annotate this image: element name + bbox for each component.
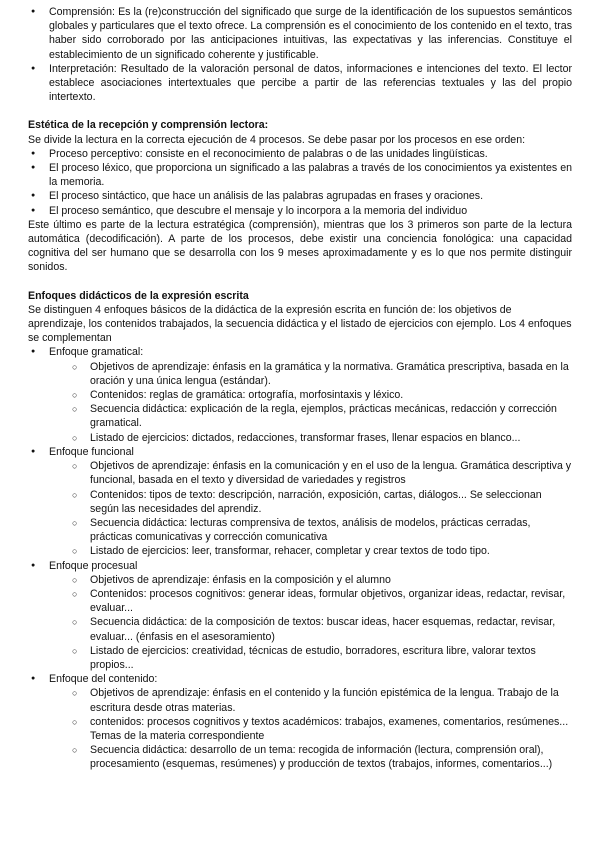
approach-title: Enfoque procesual [49,559,138,572]
list-item: ○ Objetivos de aprendizaje: énfasis en la comunicación y en el uso de la lengua. Gramática descriptiva y funcional, basada en el texto y diversidad de variedades y registros [49,459,572,487]
approach-content [28,672,572,771]
approach-functional [28,445,572,559]
section-heading-approaches: Enfoques didácticos de la expresión escrita [28,289,249,302]
list-item: ● Comprensión: Es la (re)construcción del significado que surge de la identificación de los supuestos semánticos globales y particulares que el texto ofrece. La comprensión es el conocimiento de los contenido en el texto, tras haber sido corroborado por las anticipaciones intuitivas, las expectativas y las inferencias. Constituye el establecimiento de un significado coherente y justificable. [28,5,572,62]
approach-procedural [28,559,572,673]
list-item: ○ Objetivos de aprendizaje: énfasis en el contenido y la función epistémica de la lengua. Trabajo de la escritura desde otras materias. [49,686,572,714]
list-item: ○ Listado de ejercicios: creatividad, técnicas de estudio, borradores, escritura libre, valorar textos propios... [49,644,572,672]
list-item: ● El proceso sintáctico, que hace un análisis de las palabras agrupadas en frases y oraciones. [28,189,572,203]
list-item: ○ Secuencia didáctica: de la composición de textos: buscar ideas, hacer esquemas, redactar, revisar, evaluar... (énfasis en el asesoramiento) [49,615,572,643]
list-item: ○ Contenidos: procesos cognitivos: generar ideas, formular objetivos, organizar ideas, redactar, revisar, evaluar... [49,587,572,615]
list-item: ○ Secuencia didáctica: lecturas comprensiva de textos, análisis de modelos, prácticas cerradas, prácticas comunicativas y corrección comunicativa [49,516,572,544]
list-item: ○ Listado de ejercicios: leer, transformar, rehacer, completar y crear textos de todo tipo. [49,544,572,558]
section-intro: Se distinguen 4 enfoques básicos de la didáctica de la expresión escrita en función de: los objetivos de aprendizaje, los contenidos trabajados, la secuencia didáctica y el listado de ejercicios con ejemplo. Los 4 enfoques se complementan [28,303,572,345]
definitions-list [28,5,572,104]
approaches-list [28,345,572,771]
list-item: ● Interpretación: Resultado de la valoración personal de datos, informaciones e intenciones del texto. El lector establece asociaciones intertextuales que percibe a partir de las referencias textuales y las del propio intertexto. [28,62,572,105]
list-item: ● El proceso semántico, que descubre el mensaje y lo incorpora a la memoria del individuo [28,204,572,218]
approach-title: Enfoque funcional [49,445,134,458]
approach-details [49,459,572,558]
list-item: ● Proceso perceptivo: consiste en el reconocimiento de palabras o de las unidades lingüísticas. [28,147,572,161]
list-item: ○ contenidos: procesos cognitivos y textos académicos: trabajos, examenes, comentarios, resúmenes... Temas de la materia correspondiente [49,715,572,743]
section-heading-reception: Estética de la recepción y comprensión lectora: [28,119,269,132]
list-item: ○ Objetivos de aprendizaje: énfasis en la gramática y la normativa. Gramática prescriptiva, basada en la oración y una única lengua (estándar). [49,360,572,388]
approach-details [49,573,572,672]
section-closing-paragraph: Este último es parte de la lectura estratégica (comprensión), mientras que los 3 primeros son parte de la lectura automática (decodificación). A parte de los procesos, debe existir una conciencia fonológica: una capacidad cognitiva del ser humano que se desarrolla con los 9 meses aproximadamente y es lo que nos permite distinguir sonidos. [28,218,572,274]
list-item: ○ Contenidos: reglas de gramática: ortografía, morfosintaxis y léxico. [49,388,572,402]
list-item: ○ Listado de ejercicios: dictados, redacciones, transformar frases, llenar espacios en blanco... [49,431,572,445]
approach-title: Enfoque del contenido: [49,673,158,686]
list-item: ● El proceso léxico, que proporciona un significado a las palabras a través de los conocimientos ya existentes en la memoria. [28,161,572,189]
list-item: ○ Secuencia didáctica: explicación de la regla, ejemplos, prácticas mecánicas, redacción y corrección gramatical. [49,402,572,430]
section-intro: Se divide la lectura en la correcta ejecución de 4 procesos. Se debe pasar por los procesos en ese orden: [28,133,526,146]
approach-grammatical [28,345,572,444]
list-item: ○ Secuencia didáctica: desarrollo de un tema: recogida de información (lectura, comprensión oral), procesamiento (esquemas, resúmenes) y producción de textos (trabajos, informes, comentarios...) [49,743,572,771]
approach-details [49,360,572,445]
process-list [28,147,572,218]
approach-title: Enfoque gramatical: [49,346,144,359]
approach-details [49,686,572,771]
list-item: ○ Objetivos de aprendizaje: énfasis en la composición y el alumno [49,573,572,587]
list-item: ○ Contenidos: tipos de texto: descripción, narración, exposición, cartas, diálogos... Se seleccionan según las necesidades del aprendiz. [49,488,572,516]
